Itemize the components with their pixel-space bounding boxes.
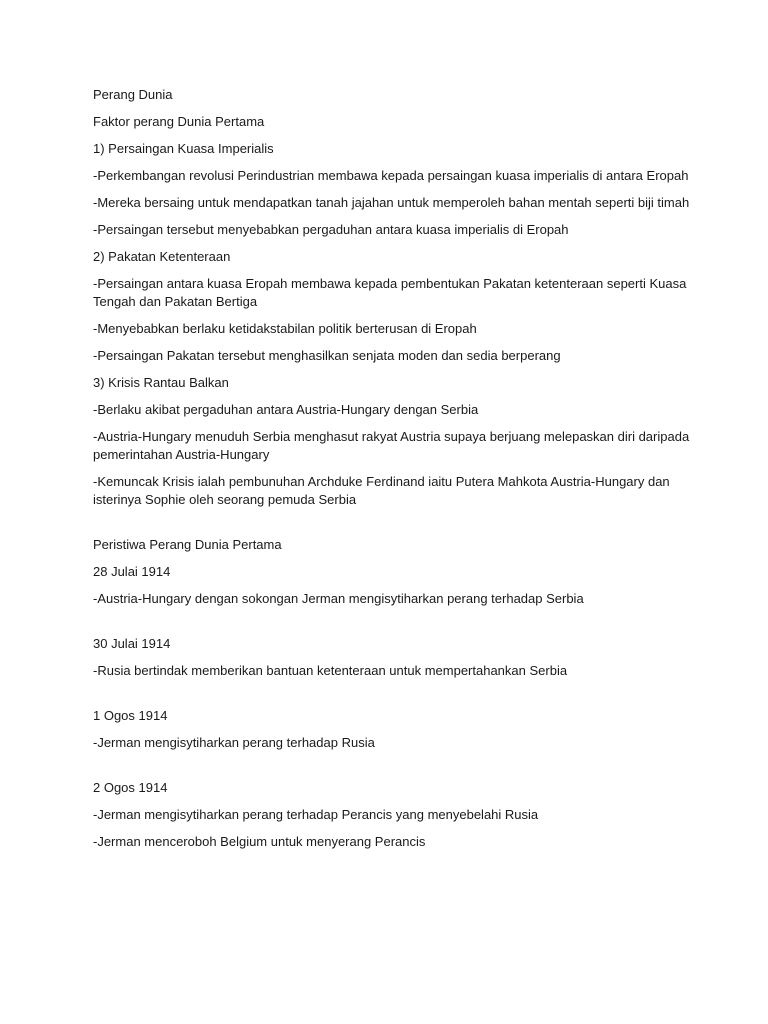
event-date-3: 1 Ogos 1914 [93,708,168,723]
event-4-point-1: -Jerman mengisytiharkan perang terhadap Perancis yang menyebelahi Rusia [93,807,539,822]
event-2-point-1: -Rusia bertindak memberikan bantuan ketenteraan untuk mempertahankan Serbia [93,663,568,678]
blank-line [93,761,693,779]
factor-2-point-3: -Persaingan Pakatan tersebut menghasilkan senjata moden dan sedia berperang [93,348,561,363]
event-date-4: 2 Ogos 1914 [93,780,168,795]
document-body [93,86,693,860]
blank-line [93,518,693,536]
factor-heading-1: 1) Persaingan Kuasa Imperialis [93,141,274,156]
factor-1-point-2: -Mereka bersaing untuk mendapatkan tanah jajahan untuk memperoleh bahan mentah seperti biji timah [93,195,690,210]
event-1-point-1: -Austria-Hungary dengan sokongan Jerman mengisytiharkan perang terhadap Serbia [93,591,584,606]
document-title: Perang Dunia [93,87,173,102]
factor-3-point-3: -Kemuncak Krisis ialah pembunuhan Archduke Ferdinand iaitu Putera Mahkota Austria-Hungary dan isterinya Sophie oleh seorang pemuda Serbia [93,474,670,507]
factor-3-point-2: -Austria-Hungary menuduh Serbia menghasut rakyat Austria supaya berjuang melepaskan diri daripada pemerintahan Austria-Hungary [93,429,690,462]
blank-line [93,617,693,635]
factor-1-point-1: -Perkembangan revolusi Perindustrian membawa kepada persaingan kuasa imperialis di antara Eropah [93,168,689,183]
factor-heading-3: 3) Krisis Rantau Balkan [93,375,229,390]
section-heading-factors: Faktor perang Dunia Pertama [93,114,265,129]
event-4-point-2: -Jerman menceroboh Belgium untuk menyerang Perancis [93,834,426,849]
factor-3-point-1: -Berlaku akibat pergaduhan antara Austria-Hungary dengan Serbia [93,402,479,417]
factor-1-point-3: -Persaingan tersebut menyebabkan pergaduhan antara kuasa imperialis di Eropah [93,222,569,237]
blank-line [93,689,693,707]
factor-2-point-2: -Menyebabkan berlaku ketidakstabilan politik berterusan di Eropah [93,321,477,336]
section-heading-events: Peristiwa Perang Dunia Pertama [93,537,282,552]
event-date-2: 30 Julai 1914 [93,636,171,651]
event-3-point-1: -Jerman mengisytiharkan perang terhadap Rusia [93,735,375,750]
factor-heading-2: 2) Pakatan Ketenteraan [93,249,231,264]
event-date-1: 28 Julai 1914 [93,564,171,579]
factor-2-point-1: -Persaingan antara kuasa Eropah membawa kepada pembentukan Pakatan ketenteraan seperti Kuasa Tengah dan Pakatan Bertiga [93,276,687,309]
